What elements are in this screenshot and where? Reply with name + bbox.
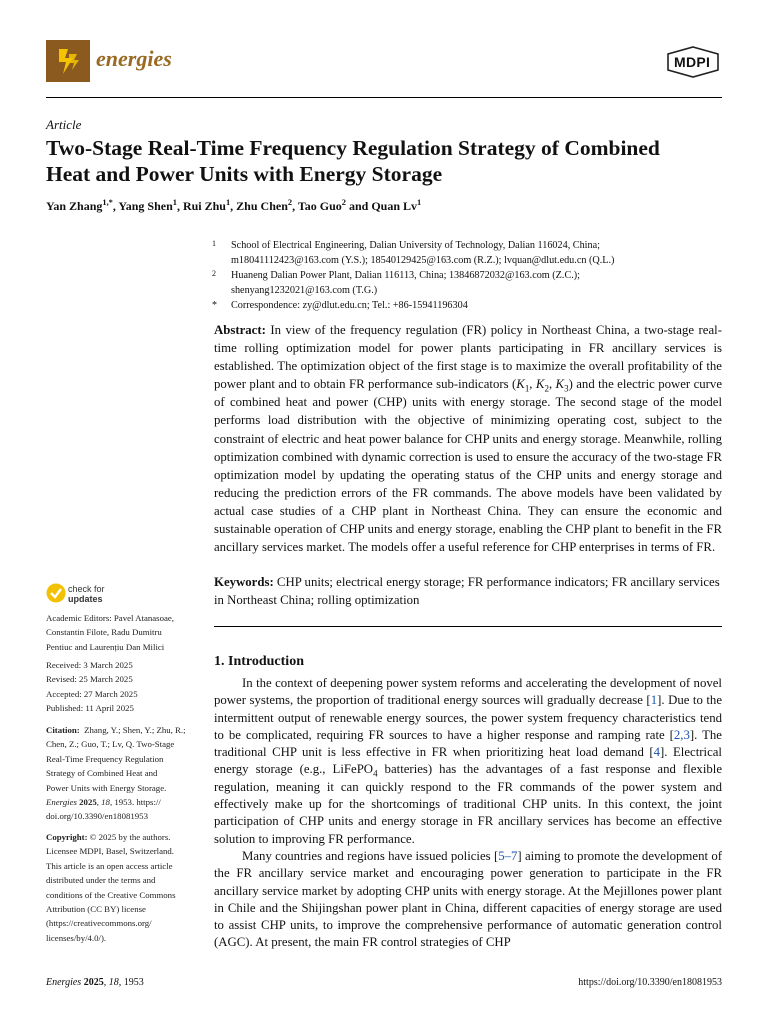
author-affiliation-mark: 1 bbox=[172, 198, 177, 207]
accepted-date: Accepted: 27 March 2025 bbox=[46, 688, 138, 699]
author-name[interactable]: Tao Guo bbox=[297, 199, 342, 213]
author-name[interactable]: Quan Lv bbox=[371, 199, 418, 213]
affiliation-2 bbox=[212, 268, 722, 298]
footer-doi-link[interactable]: https://doi.org/10.3390/en18081953 bbox=[578, 977, 722, 988]
publisher-logo[interactable] bbox=[666, 46, 720, 78]
author-affiliation-mark: 1,* bbox=[102, 198, 113, 207]
license-link[interactable]: (https://creativecommons.org/ bbox=[46, 918, 152, 929]
published-date: Published: 11 April 2025 bbox=[46, 703, 134, 714]
author-name[interactable]: Rui Zhu bbox=[182, 199, 226, 213]
check-for-updates-label[interactable]: check for updates bbox=[68, 584, 105, 604]
author-affiliation-mark: 1 bbox=[417, 198, 422, 207]
author-affiliation-mark: 1 bbox=[225, 198, 231, 207]
citation-link[interactable]: 2,3 bbox=[673, 727, 690, 742]
correspondence bbox=[212, 298, 722, 313]
author-separator: and bbox=[345, 199, 372, 213]
section-heading-introduction: 1. Introduction bbox=[214, 654, 304, 669]
affiliation-text: Huaneng Dalian Power Plant, Dalian 116113, China; 13846872032@163.com (Z.C.); bbox=[231, 270, 581, 281]
abstract-rule bbox=[214, 626, 722, 627]
article-type: Article bbox=[46, 117, 82, 132]
copyright-block: Copyright: © 2025 by the authors. Licensee MDPI, Basel, Switzerland. This article is an open access article distributed under the terms and conditions of the Creative Commons Attribution (CC BY) license (https://creativecommons.org/ licenses/by/4.0/). bbox=[46, 830, 206, 945]
article-title: Two-Stage Real-Time Frequency Regulation Strategy of Combined Heat and Power Units with Energy Storage bbox=[46, 136, 660, 186]
abstract-text-a: In view of the frequency regulation (FR) policy in Northeast China, a two-stage real-time rolling optimization model for power plants participating in FR ancillary services is established. The optimization object of the first stage is to maximize the overall profitability of the power plant and to obtain FR performance sub-indicators ( bbox=[214, 323, 722, 392]
keywords bbox=[214, 573, 722, 609]
citation-doi-link[interactable]: doi.org/10.3390/en18081953 bbox=[46, 811, 148, 822]
copyright-label: Copyright: bbox=[46, 832, 88, 842]
citation-link[interactable]: 5–7 bbox=[498, 848, 518, 863]
citation-link[interactable]: 4 bbox=[653, 745, 661, 760]
header-rule bbox=[46, 97, 722, 98]
affiliation-emails[interactable]: shenyang1232021@163.com (T.G.) bbox=[231, 285, 378, 296]
publisher-name: MDPI bbox=[674, 54, 711, 70]
author-separator: , bbox=[292, 199, 298, 213]
citation-link[interactable]: 1 bbox=[650, 693, 658, 708]
footer-citation: Energies 2025, 18, 1953 bbox=[46, 977, 144, 988]
keywords-text: CHP units; electrical energy storage; FR performance indicators; FR ancillary services in Northeast China; rolling optimization bbox=[214, 575, 720, 608]
author-separator: , bbox=[176, 199, 183, 213]
intro-paragraph-2: Many countries and regions have issued policies [5–7] aiming to promote the development of the FR ancillary service market and encouraging power generation to participate in the FR ancillary service market by adopting CHP units with energy storage. At the Mejillones power plant in Chile and the Shijingshan power plant in China, different capacities of energy storage are used to assist CHP units, to improve the comprehensive performance of automatic generation control (AGC). At present, the main FR control strategies of CHP bbox=[214, 848, 722, 950]
citation-label: Citation: bbox=[46, 725, 80, 735]
affiliation-mark: 2 bbox=[212, 269, 216, 278]
check-for-updates-badge[interactable] bbox=[46, 582, 66, 609]
affiliations bbox=[212, 238, 722, 313]
citation-block: Citation: Zhang, Y.; Shen, Y.; Zhu, R.; Chen, Z.; Guo, T.; Lv, Q. Two-Stage Real-Time Frequency Regulation Strategy of Combined Heat and Power Units with Energy Storage. Energies 2025, 18, 1953. https:// doi.org/10.3390/en18081953 bbox=[46, 723, 206, 824]
received-date: Received: 3 March 2025 bbox=[46, 660, 133, 670]
intro-paragraph-1: In the context of deepening power system reforms and accelerating the development of novel power systems, the proportion of traditional energy sources will gradually decrease [1]. Due to the intermittent output of renewable energy sources, the power system frequency characteristics tend to be complicated, requiring FR sources to have a higher response and ramping rate [2,3]. The traditional CHP unit is less effective in FR when prioritizing heat load demand [4]. Electrical energy storage (e.g., LiFePO$_4$ batteries) has the advantages of a fast response and flexible regulation, meaning it can quickly respond to the FR commands of the power system and effectively make up for the shortcomings of traditional CHP units. In this context, the joint participation of CHP units and energy storage in FR ancillary services has become an effective solution to improving FR performance. bbox=[214, 676, 723, 846]
affiliation-emails[interactable]: m18041112423@163.com (Y.S.); 18540129425@163.com (R.Z.); lvquan@dlut.edu.cn (Q.L.) bbox=[231, 255, 615, 266]
author-name[interactable]: Yang Shen bbox=[118, 199, 173, 213]
affiliation-1 bbox=[212, 238, 722, 268]
correspondence-mark: * bbox=[212, 300, 217, 311]
correspondence-text[interactable]: Correspondence: zy@dlut.edu.cn; Tel.: +86-15941196304 bbox=[231, 300, 468, 311]
academic-editors: Academic Editors: Pavel Atanasoae, Constantin Filote, Radu Dumitru Pentiuc and Laurențiu Dan Milici bbox=[46, 613, 175, 652]
author-affiliation-mark: 2 bbox=[341, 198, 346, 207]
check-updates-icon bbox=[46, 582, 66, 604]
affiliation-text: School of Electrical Engineering, Dalian University of Technology, Dalian 116024, China; bbox=[231, 240, 600, 251]
publication-dates bbox=[46, 658, 206, 716]
abstract-text-b: ) and the electric power curve of combined heat and power (CHP) units with energy storage. The second stage of the model performs load distribution with the objective of minimizing operating cost, subject to the constraint of electric and heat power balance for CHP units and energy storage. Meanwhile, rolling optimization combined with dynamic correction is used to ensure the accuracy of the two-stage FR optimization model by updating the operating status of the CHP units and energy storage and reducing the prediction errors of the FR commands. The above models have been validated by actual case studies of a CHP plant in Northeast China. They can ensure the economic and sustainable operation of CHP units and energy storage, enabling the CHP plant to benefit in the FR ancillary services market. The models offer a useful reference for CHP enterprises in terms of FR. bbox=[214, 377, 722, 555]
author-name[interactable]: Yan Zhang bbox=[46, 199, 103, 213]
affiliation-mark: 1 bbox=[212, 239, 216, 248]
author-affiliation-mark: 2 bbox=[287, 198, 293, 207]
abstract: Abstract: In view of the frequency regulation (FR) policy in Northeast China, a two-stage real-time rolling optimization model for power plants participating in FR ancillary services is established. The optimization object of the first stage is to maximize the overall profitability of the power plant and to obtain FR performance sub-indicators ($K_1$, $K_2$, $K_3$) and the electric power curve of combined heat and power (CHP) units with energy storage. The second stage of the model performs load distribution with the objective of minimizing operating cost, subject to the constraint of electric and heat power balance for CHP units and energy storage. Meanwhile, rolling optimization combined with dynamic correction is used to ensure the accuracy of the two-stage FR optimization model by updating the operating status of the CHP units and energy storage and reducing the prediction errors of the FR commands. The above models have been validated by actual case studies of a CHP plant in Northeast China. They can ensure the economic and sustainable operation of CHP units and energy storage, enabling the CHP plant to benefit in the FR ancillary services market. The models offer a useful reference for CHP enterprises in terms of FR. bbox=[214, 323, 722, 555]
journal-name[interactable]: energies bbox=[96, 46, 172, 71]
lightning-bolt-icon bbox=[46, 40, 90, 82]
abstract-label: Abstract: bbox=[214, 323, 266, 337]
introduction-body bbox=[214, 675, 722, 952]
journal-logo bbox=[46, 40, 90, 82]
author-separator: , bbox=[112, 199, 119, 213]
keywords-label: Keywords: bbox=[214, 575, 274, 589]
revised-date: Revised: 25 March 2025 bbox=[46, 674, 133, 685]
author-list bbox=[46, 199, 421, 214]
author-name[interactable]: Zhu Chen bbox=[236, 199, 288, 213]
author-separator: , bbox=[230, 199, 237, 213]
